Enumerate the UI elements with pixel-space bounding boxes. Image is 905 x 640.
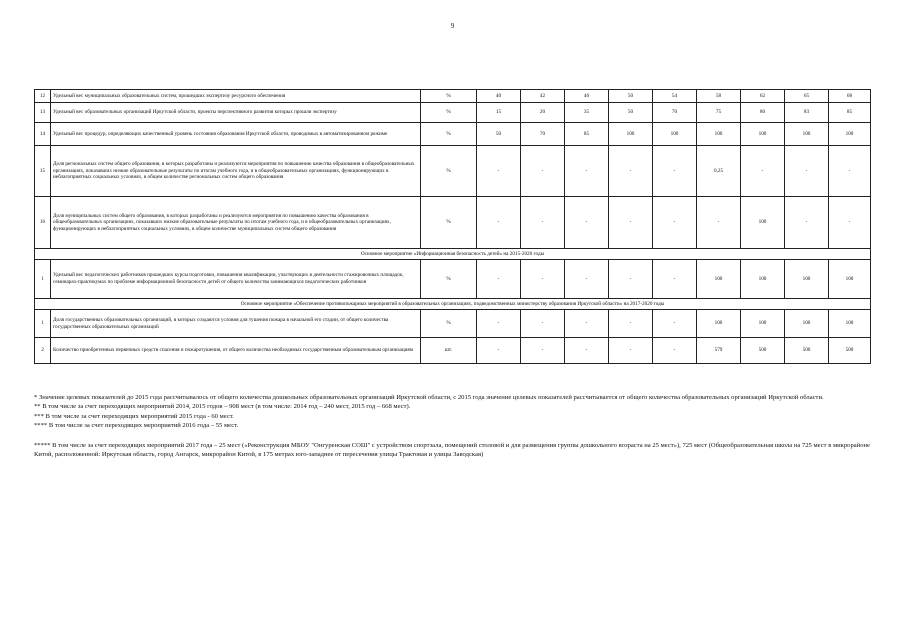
- indicator-name: Удельный вес муниципальных образовательных систем, прошедших экспертизу ресурсного обеспечения: [51, 90, 421, 103]
- unit-cell: %: [421, 123, 477, 146]
- value-cell: 46: [565, 90, 609, 103]
- value-cell: -: [609, 260, 653, 299]
- row-number: 12: [35, 90, 51, 103]
- footnote-4: **** В том числе за счет переходящих мероприятий 2016 года – 55 мест.: [34, 422, 239, 430]
- indicator-name: Доля государственных образовательных организаций, в которых создаются условия для тушения пожара в начальной его стадии, от общего количества государственных образовательных организаций: [51, 310, 421, 338]
- row-number: 13: [35, 103, 51, 123]
- value-cell: 50: [609, 103, 653, 123]
- value-cell: -: [697, 197, 741, 249]
- indicator-name: Количество приобретенных первичных средств спасения и пожаротушения, от общего количества необходимых государственным образовательным организациям: [51, 338, 421, 364]
- value-cell: 42: [521, 90, 565, 103]
- value-cell: -: [477, 197, 521, 249]
- table-row: [35, 90, 871, 103]
- table-row: [35, 123, 871, 146]
- row-number: 1: [35, 310, 51, 338]
- value-cell: 58: [697, 90, 741, 103]
- row-number: 15: [35, 146, 51, 197]
- value-cell: 100: [653, 123, 697, 146]
- value-cell: 500: [741, 338, 785, 364]
- value-cell: 50: [609, 90, 653, 103]
- value-cell: -: [477, 338, 521, 364]
- value-cell: 70: [653, 103, 697, 123]
- table-row: [35, 310, 871, 338]
- table-row: [35, 197, 871, 249]
- row-number: 2: [35, 338, 51, 364]
- value-cell: 100: [697, 310, 741, 338]
- value-cell: 80: [741, 103, 785, 123]
- value-cell: 100: [785, 123, 829, 146]
- section-title: Основное мероприятие «Обеспечение противопожарных мероприятий в образовательных организациях, подведомственных министерству образования Иркутской области» на 2017-2020 годы: [35, 299, 871, 310]
- value-cell: -: [785, 146, 829, 197]
- value-cell: 100: [741, 197, 785, 249]
- value-cell: -: [653, 310, 697, 338]
- value-cell: -: [521, 310, 565, 338]
- value-cell: -: [565, 146, 609, 197]
- value-cell: 100: [785, 260, 829, 299]
- value-cell: 68: [829, 90, 871, 103]
- value-cell: 100: [741, 123, 785, 146]
- value-cell: -: [477, 146, 521, 197]
- value-cell: 100: [697, 123, 741, 146]
- value-cell: 40: [477, 90, 521, 103]
- value-cell: -: [741, 146, 785, 197]
- value-cell: 100: [785, 310, 829, 338]
- indicator-name: Удельный вес педагогических работников прошедших курсы подготовки, повышения квалификации, участвующих в деятельности стажировочных площадок, семинарах-практикумах по проблеме информационной безопасности детей от общего количества занимающихся педагогических работников: [51, 260, 421, 299]
- footnotes: [34, 393, 870, 459]
- table-row: [35, 103, 871, 123]
- value-cell: 100: [829, 260, 871, 299]
- value-cell: 500: [785, 338, 829, 364]
- value-cell: 62: [741, 90, 785, 103]
- unit-cell: %: [421, 197, 477, 249]
- unit-cell: %: [421, 310, 477, 338]
- value-cell: 100: [829, 310, 871, 338]
- value-cell: -: [521, 338, 565, 364]
- value-cell: 54: [653, 90, 697, 103]
- value-cell: 100: [741, 260, 785, 299]
- footnote-2: ** В том числе за счет переходящих мероприятий 2014, 2015 годов – 908 мест (в том числе: 2014 год – 240 мест, 2015 год – 668 мест).: [34, 403, 411, 411]
- value-cell: 85: [565, 123, 609, 146]
- value-cell: -: [609, 338, 653, 364]
- indicator-name: Доля региональных систем общего образования, в которых разработаны и реализуются мероприятия по повышению качества образования в общеобразовательных организациях, показавших низкие образовательные результаты по итогам учебного года, и в общеобразовательных организациях, функционирующих в неблагоприятных социальных условиях, в общем количестве региональных систем общего образования: [51, 146, 421, 197]
- value-cell: 35: [565, 103, 609, 123]
- value-cell: 579: [697, 338, 741, 364]
- value-cell: -: [521, 197, 565, 249]
- value-cell: -: [477, 260, 521, 299]
- value-cell: -: [565, 197, 609, 249]
- footnote-5: ***** В том числе за счет переходящих мероприятий 2017 года – 25 мест («Реконструкция МБОУ "Онгуренская СОШ" с устройством спортзала, помещений столовой и для размещения группы дошкольного возраста на 25 мест»), 725 мест (Общеобразовательная школа на 725 мест в микрорайоне Китой, расположенной: Иркутская область, город Ангарск, микрорайон Китой, в 175 метрах юго-западнее от пересечения улицы Трактовая и улицы Заводская): [34, 441, 870, 459]
- section-header-row: [35, 299, 871, 310]
- value-cell: -: [477, 310, 521, 338]
- indicator-name: Удельный вес процедур, определяющих качественный уровень состояния образования Иркутской области, проводимых в автоматизированном режиме: [51, 123, 421, 146]
- table-row: [35, 338, 871, 364]
- value-cell: -: [521, 260, 565, 299]
- value-cell: -: [609, 310, 653, 338]
- value-cell: -: [653, 260, 697, 299]
- value-cell: 100: [741, 310, 785, 338]
- value-cell: 100: [829, 123, 871, 146]
- value-cell: 65: [785, 90, 829, 103]
- value-cell: 75: [697, 103, 741, 123]
- value-cell: 500: [829, 338, 871, 364]
- value-cell: -: [829, 197, 871, 249]
- row-number: 1: [35, 260, 51, 299]
- indicator-name: Доля муниципальных систем общего образования, в которых разработаны и реализуются мероприятия по повышению качества образования в общеобразовательных организациях, показавших низкие образовательные результаты по итогам учебного года, и в общеобразовательных организациях, функционирующих в неблагоприятных социальных условиях, в общем количестве муниципальных систем общего образования: [51, 197, 421, 249]
- value-cell: 50: [477, 123, 521, 146]
- value-cell: 83: [785, 103, 829, 123]
- indicator-name: Удельный вес образовательных организаций Иркутской области, проекты перспективного развития которых прошли экспертизу: [51, 103, 421, 123]
- page-number: 9: [450, 22, 455, 30]
- value-cell: 15: [477, 103, 521, 123]
- value-cell: -: [565, 338, 609, 364]
- value-cell: 85: [829, 103, 871, 123]
- value-cell: -: [653, 146, 697, 197]
- unit-cell: %: [421, 103, 477, 123]
- value-cell: -: [829, 146, 871, 197]
- value-cell: 100: [697, 260, 741, 299]
- table-row: [35, 260, 871, 299]
- value-cell: -: [521, 146, 565, 197]
- value-cell: 0,25: [697, 146, 741, 197]
- value-cell: 20: [521, 103, 565, 123]
- row-number: 14: [35, 123, 51, 146]
- footnote-1: * Значение целевых показателей до 2015 года рассчитывалось от общего количества дошкольных образовательных организаций Иркутской области, с 2015 года значение целевых показателей рассчитывается от общего количества образовательных организаций Иркутской области.: [34, 394, 824, 401]
- value-cell: -: [565, 260, 609, 299]
- unit-cell: %: [421, 90, 477, 103]
- section-title: Основное мероприятие «Информационная безопасность детей» на 2015-2020 годы: [35, 249, 871, 260]
- value-cell: -: [785, 197, 829, 249]
- indicators-table: [34, 89, 871, 364]
- unit-cell: %: [421, 146, 477, 197]
- unit-cell: %: [421, 260, 477, 299]
- footnote-3: *** В том числе за счет переходящих мероприятий 2015 года - 60 мест.: [34, 412, 234, 420]
- value-cell: -: [609, 197, 653, 249]
- value-cell: -: [653, 197, 697, 249]
- section-header-row: [35, 249, 871, 260]
- value-cell: -: [565, 310, 609, 338]
- value-cell: 100: [609, 123, 653, 146]
- value-cell: -: [609, 146, 653, 197]
- unit-cell: шт.: [421, 338, 477, 364]
- table-row: [35, 146, 871, 197]
- row-number: 16: [35, 197, 51, 249]
- value-cell: 70: [521, 123, 565, 146]
- value-cell: -: [653, 338, 697, 364]
